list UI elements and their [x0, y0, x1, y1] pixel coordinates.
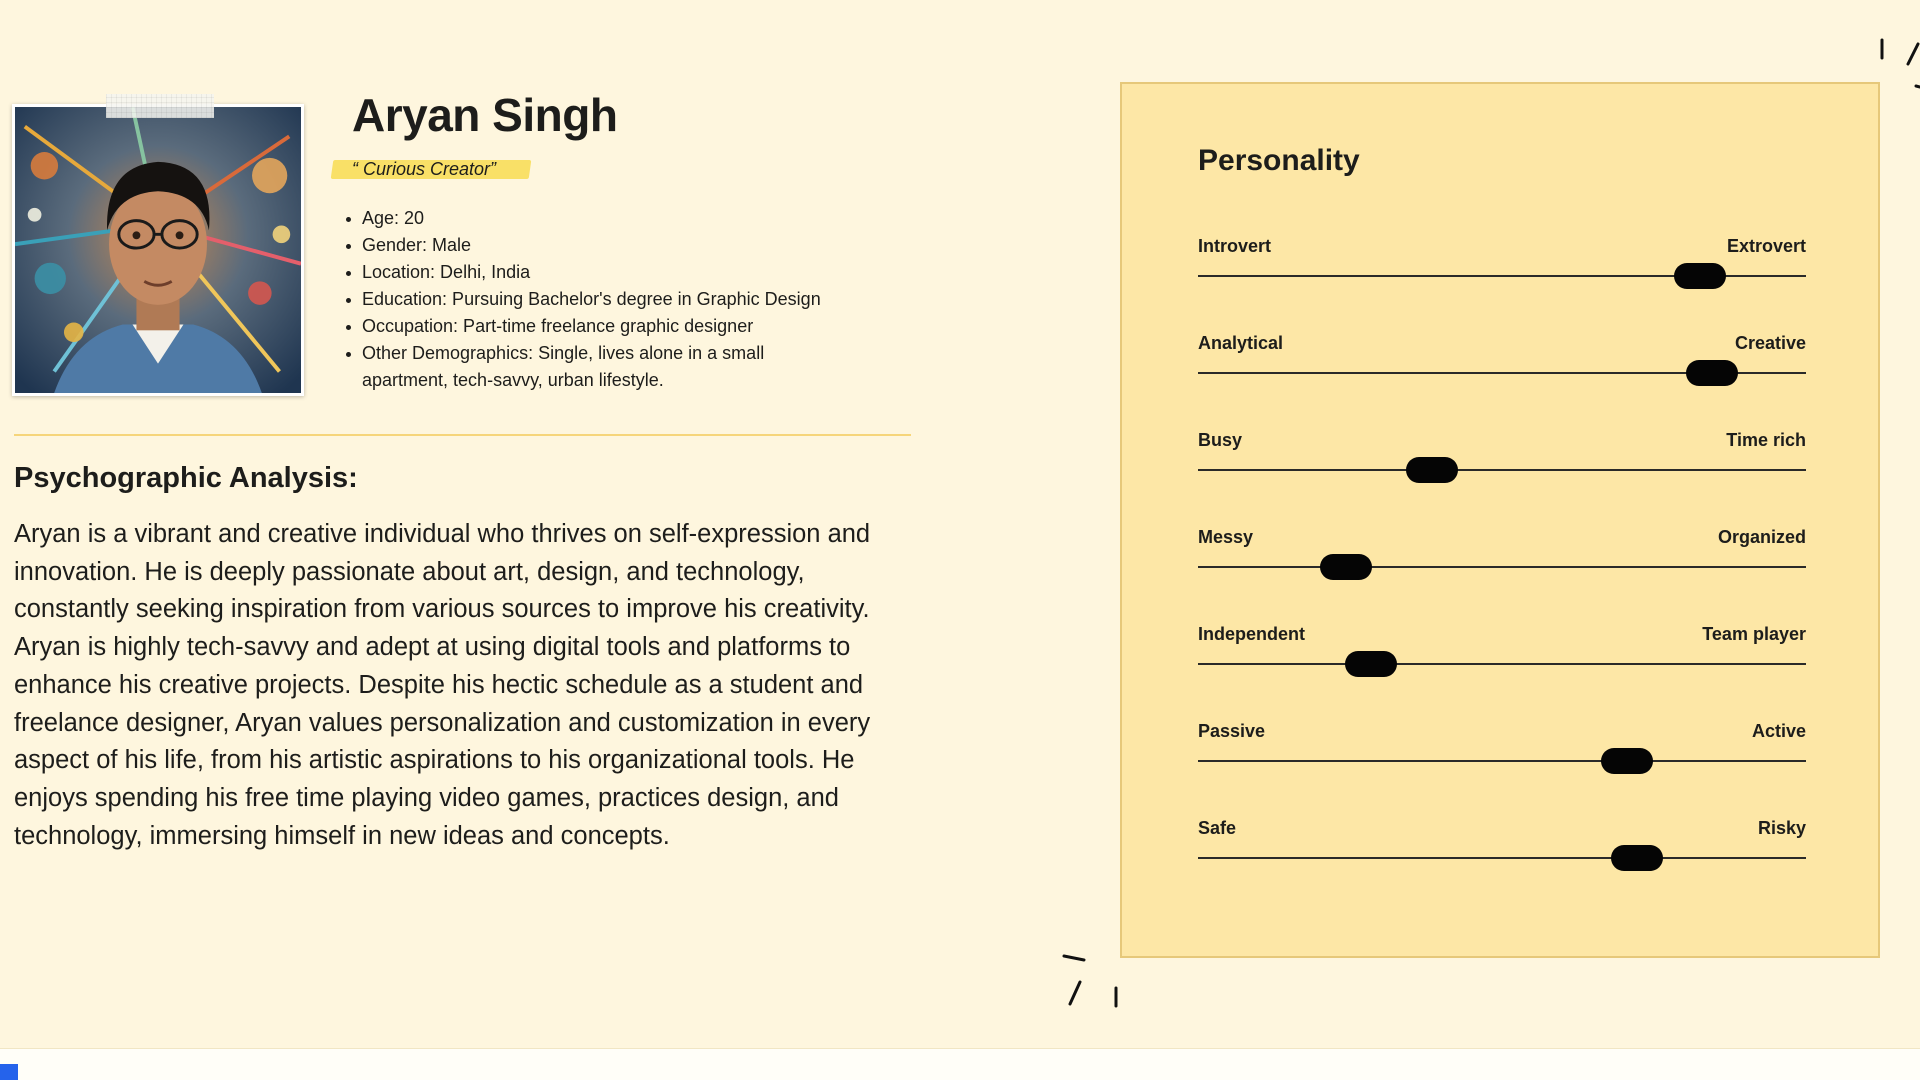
slider-thumb[interactable]	[1611, 845, 1663, 871]
doodle-decoration-top	[1870, 34, 1920, 94]
selection-marker[interactable]	[0, 1064, 18, 1080]
slider-track[interactable]	[1198, 566, 1806, 568]
trait-slider-messy-organized	[1198, 527, 1806, 587]
trait-left-label: Busy	[1198, 430, 1243, 450]
trait-left-label: Analytical	[1198, 333, 1284, 353]
slider-thumb[interactable]	[1674, 263, 1726, 289]
doodle-decoration-bottom	[1060, 950, 1120, 1010]
trait-slider-passive-active	[1198, 721, 1806, 781]
slider-thumb[interactable]	[1601, 748, 1653, 774]
slider-thumb[interactable]	[1686, 360, 1738, 386]
profile-photo[interactable]	[12, 104, 304, 396]
trait-right-label: Extrovert	[1726, 236, 1806, 256]
bottom-toolbar	[0, 1048, 1920, 1080]
demographic-item: Location: Delhi, India	[346, 259, 866, 286]
trait-slider-busy-timerich	[1198, 430, 1806, 490]
slider-thumb[interactable]	[1345, 651, 1397, 677]
section-divider	[14, 434, 911, 436]
trait-right-label: Active	[1751, 721, 1806, 741]
slider-track[interactable]	[1198, 469, 1806, 471]
persona-tagline	[331, 160, 532, 179]
demographic-item: Other Demographics: Single, lives alone in a small apartment, tech-savvy, urban lifestyle.	[346, 340, 776, 394]
slider-track[interactable]	[1198, 857, 1806, 859]
trait-slider-introvert-extrovert	[1198, 236, 1806, 296]
trait-right-label: Risky	[1757, 818, 1806, 838]
personality-card	[1120, 82, 1880, 958]
trait-right-label: Time rich	[1726, 430, 1806, 450]
demographic-item: Age: 20	[346, 205, 866, 232]
trait-left-label: Messy	[1198, 527, 1254, 547]
slider-thumb[interactable]	[1406, 457, 1458, 483]
trait-left-label: Independent	[1198, 624, 1305, 644]
tagline-text: “ Curious Creator”	[352, 159, 497, 179]
psychographic-heading: Psychographic Analysis:	[14, 462, 358, 494]
slider-track[interactable]	[1198, 663, 1806, 665]
trait-left-label: Safe	[1198, 818, 1237, 838]
personality-title: Personality	[1198, 144, 1360, 177]
trait-slider-independent-teamplayer	[1198, 624, 1806, 684]
demographic-item: Gender: Male	[346, 232, 866, 259]
trait-slider-analytical-creative	[1198, 333, 1806, 393]
psychographic-text: Aryan is a vibrant and creative individual who thrives on self-expression and innovation. He is deeply passionate about art, design, and technology, constantly seeking inspiration from various sources to improve his creativity. Aryan is highly tech-savvy and adept at using digital tools and platforms to enhance his creative projects. Despite his hectic schedule as a student and freelance designer, Aryan values personalization and customization in every aspect of his life, from his artistic aspirations to his organizational tools. He enjoys spending his free time playing video games, practices design, and technology, immersing himself in new ideas and concepts.	[14, 520, 871, 850]
trait-right-label: Creative	[1734, 333, 1806, 353]
trait-right-label: Team player	[1702, 624, 1806, 644]
persona-name: Aryan Singh	[352, 89, 618, 141]
slider-thumb[interactable]	[1320, 554, 1372, 580]
photo-tape	[106, 94, 214, 118]
demographic-item: Education: Pursuing Bachelor's degree in Graphic Design	[346, 286, 866, 313]
trait-left-label: Introvert	[1198, 236, 1272, 256]
trait-right-label: Organized	[1717, 527, 1806, 547]
trait-slider-safe-risky	[1198, 818, 1806, 878]
demographic-item: Occupation: Part-time freelance graphic designer	[346, 313, 866, 340]
trait-left-label: Passive	[1198, 721, 1266, 741]
slider-track[interactable]	[1198, 760, 1806, 762]
demographics-list	[346, 205, 866, 394]
